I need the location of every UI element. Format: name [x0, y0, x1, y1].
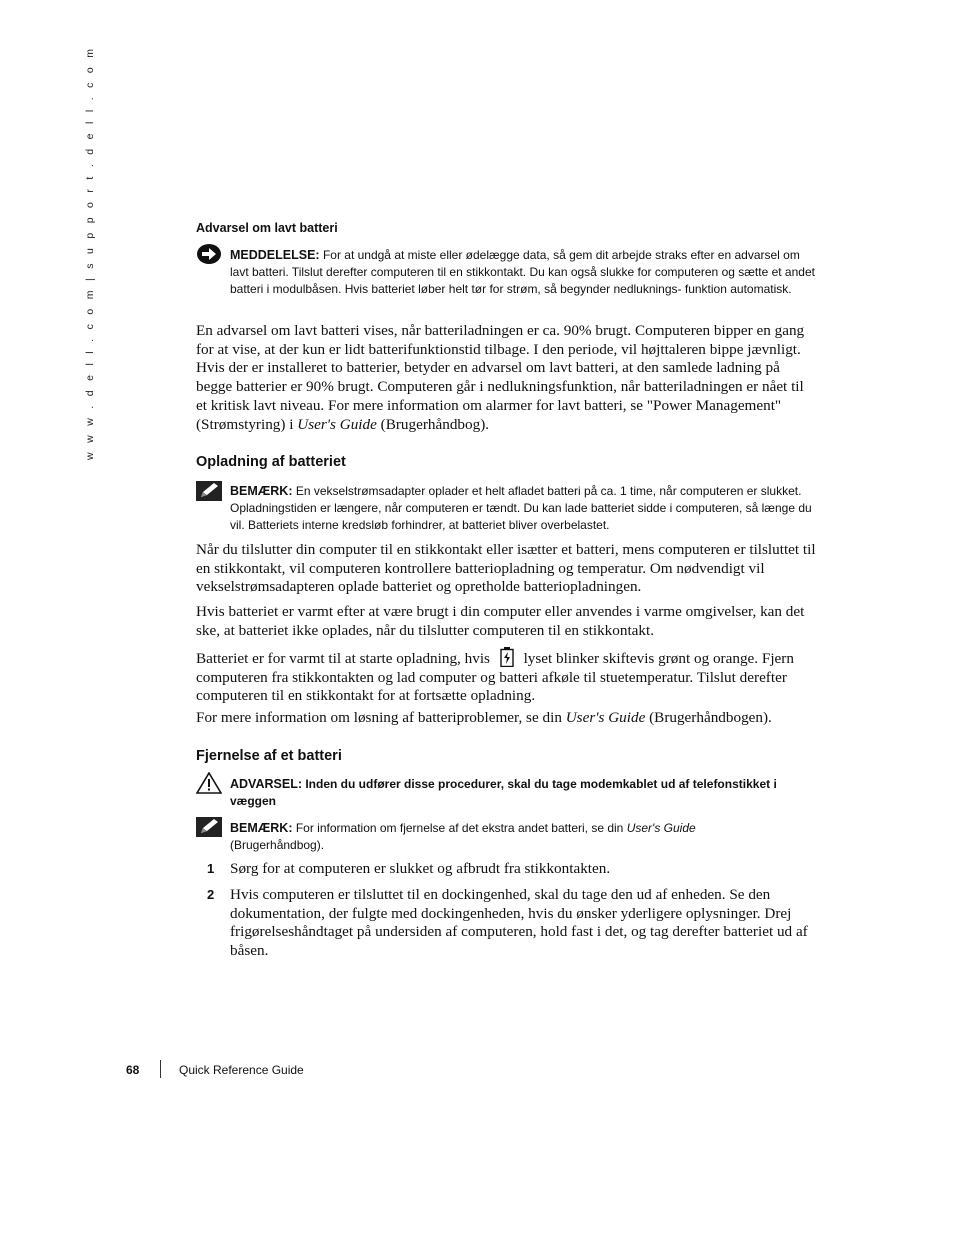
step-text: Sørg for at computeren er slukket og afbrudt fra stikkontakten. — [230, 860, 611, 877]
battery-status-icon — [500, 647, 514, 667]
warning-triangle-icon — [196, 772, 222, 794]
page-number: 68 — [126, 1063, 140, 1077]
footer-guide-title: Quick Reference Guide — [179, 1063, 304, 1077]
charging-note — [230, 483, 815, 534]
charging-paragraph-1: Når du tilslutter din computer til en stikkontakt eller isætter et batteri, mens computeren er tilsluttet til en stikkontakt, vil computeren kontrollere batteriopladning og temperatur. Om nødvendigt vil vekselstrømsadapteren oplade batteriet og opretholde batteriopladningen. — [196, 541, 816, 596]
step-number: 1 — [207, 861, 215, 876]
users-guide-ref: User's Guide — [565, 709, 646, 726]
note-pencil-icon — [196, 481, 222, 501]
users-guide-ref: User's Guide — [297, 415, 377, 433]
notice-arrow-icon — [196, 243, 222, 265]
note-label: BEMÆRK: — [230, 821, 293, 835]
warning-label: ADVARSEL: — [230, 777, 302, 791]
heading-low-battery: Advarsel om lavt batteri — [196, 221, 338, 235]
users-guide-ref: User's Guide — [626, 821, 696, 835]
removal-note — [230, 820, 815, 854]
note-text: En vekselstrømsadapter oplader et helt afladet batteri på ca. 1 time, når computeren er slukket. Opladningstiden er længere, når computeren er tændt. Du kan lade batteriet sidde i computeren, så længe du vil. Batteriets interne kredsløb forhindrer, at batteriet bliver overbelastet. — [230, 484, 812, 532]
note-pencil-icon — [196, 817, 222, 837]
warning-text: Inden du udfører disse procedurer, skal du tage modemkablet ud af telefonstikket i væggen — [230, 777, 777, 808]
step-text: Hvis computeren er tilsluttet til en dockingenhed, skal du tage den ud af enheden. Se den dokumentation, der fulgte med dockingenheden, hvis du ønsker yderligere oplysninger. Drej frigørelseshåndtaget på undersiden af computeren, hold fast i det, og tag derefter batteriet ud af båsen. — [230, 886, 808, 960]
side-url: w w w . d e l l . c o m | s u p p o r t . d e l l . c o m — [84, 45, 96, 460]
footer-divider — [160, 1060, 161, 1078]
warning-block — [230, 776, 815, 810]
notice-label: MEDDELELSE: — [230, 248, 320, 262]
note-text: For information om fjernelse af det ekstra andet batteri, se din — [295, 821, 624, 835]
charging-paragraph-4: For mere information om løsning af batteriproblemer, se din User's Guide (Brugerhåndbogen). — [196, 709, 772, 726]
charging-paragraph-3: Batteriet er for varmt til at starte opladning, hvis lyset blinker skiftevis grønt og orange. Fjern computeren fra stikkontakten og lad computer og batteri afkøle til stuetemperatur. Tilslut derefter computeren til en stikkontakt for at fortsætte opladning. — [196, 647, 816, 706]
note-label: BEMÆRK: — [230, 484, 293, 498]
notice-text: For at undgå at miste eller ødelægge data, så gem dit arbejde straks efter en advarsel om lavt batteri. Tilslut derefter computeren til en stikkontakt. Du kan også slukke for computeren og sætte et andet batteri i modulbåsen. Hvis batteriet løber helt tør for strøm, så begynder nedluknings- funktion automatisk. — [230, 248, 815, 296]
heading-charging: Opladning af batteriet — [196, 454, 346, 470]
charging-paragraph-2: Hvis batteriet er varmt efter at være brugt i din computer eller anvendes i varme omgivelser, kan det ske, at batteriet ikke oplades, når du tilslutter computeren til en stikkontakt. — [196, 603, 805, 639]
step-number: 2 — [207, 887, 215, 902]
low-battery-paragraph: En advarsel om lavt batteri vises, når batteriladningen er ca. 90% brugt. Computeren bipper en gang for at vise, at der kun er lidt batterifunktionstid tilbage. I den periode, vil højttaleren bippe jævnligt. Hvis der er installeret to batterier, betyder en advarsel om lavt batteri, at den samlede ladning på begge batterier er 90% brugt. Computeren går i nedlukningsfunktion, når batteriladningen er nået til et kritisk lavt niveau. For mere information om alarmer for lavt batteri, se "Power Management" (Strømstyring) i User's Guide (Brugerhåndbog). — [196, 322, 805, 433]
heading-removal: Fjernelse af et batteri — [196, 748, 342, 764]
note-text-end: (Brugerhåndbog). — [230, 838, 325, 852]
notice-block — [230, 247, 815, 298]
